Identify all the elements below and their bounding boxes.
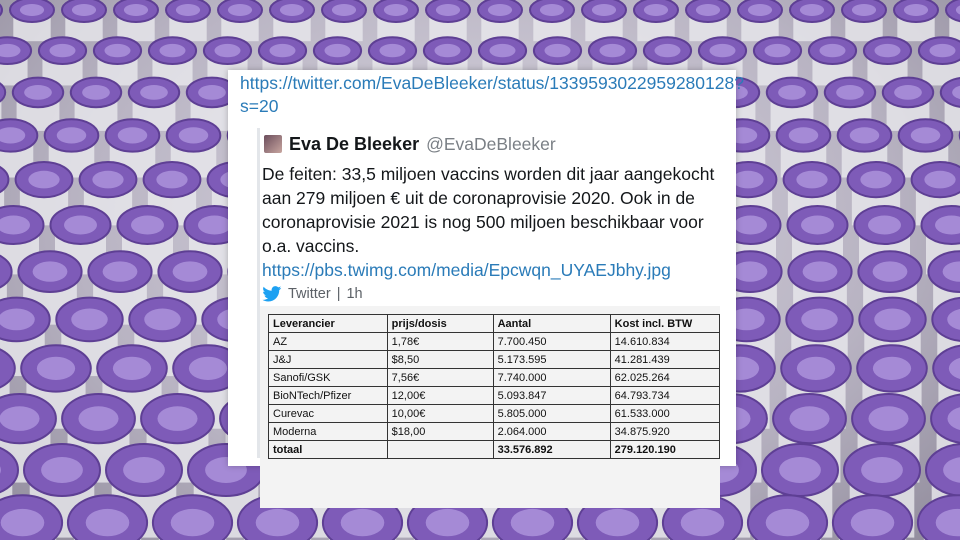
vial-cap-highlight: [28, 171, 59, 189]
table-cell: $8,50: [387, 351, 493, 369]
vial-cap-highlight: [801, 309, 838, 331]
column-header: Kost incl. BTW: [610, 315, 719, 333]
twitter-bird-icon: [262, 286, 282, 302]
vial-cap-highlight: [696, 4, 720, 16]
vial-cap-highlight: [332, 4, 356, 16]
vial-cap-highlight: [924, 171, 955, 189]
tweet-media-image[interactable]: [260, 306, 720, 508]
vial-cap-highlight: [435, 44, 461, 57]
vial-cap-highlight: [82, 85, 110, 100]
table-cell: 64.793.734: [610, 387, 719, 405]
table-cell: 33.576.892: [493, 441, 610, 459]
table-header-row: [269, 315, 720, 333]
table-row: [269, 351, 720, 369]
table-row: [269, 333, 720, 351]
vial-cap-highlight: [270, 44, 296, 57]
vial-cap-highlight: [113, 357, 151, 380]
table-cell: AZ: [269, 333, 388, 351]
table-cell: 61.533.000: [610, 405, 719, 423]
vial-cap-highlight: [157, 406, 197, 431]
table-cell: BioNTech/Pfizer: [269, 387, 388, 405]
vial-cap-highlight: [836, 85, 864, 100]
vial-cap-highlight: [256, 509, 300, 536]
vial-cap-highlight: [748, 4, 772, 16]
vial-cap-highlight: [873, 357, 911, 380]
vial-cap-highlight: [71, 309, 108, 331]
vial-cap-highlight: [131, 216, 164, 235]
vial-cap-highlight: [156, 171, 187, 189]
vial-cap-highlight: [797, 357, 835, 380]
vial-cap-highlight: [681, 509, 725, 536]
vial-cap-highlight: [179, 127, 208, 143]
vial-cap-highlight: [911, 127, 940, 143]
vial-cap-highlight: [41, 457, 83, 483]
vial-cap-highlight: [426, 509, 470, 536]
vial-cap-highlight: [860, 171, 891, 189]
table-row: [269, 405, 720, 423]
table-row: [269, 369, 720, 387]
vial-cap-highlight: [803, 261, 838, 281]
vial-cap-highlight: [57, 127, 86, 143]
vial-cap-highlight: [779, 457, 821, 483]
vial-cap-highlight: [874, 309, 911, 331]
vial-cap-highlight: [198, 216, 231, 235]
table-cell: 2.064.000: [493, 423, 610, 441]
table-cell: 10,00€: [387, 405, 493, 423]
vial-cap-highlight: [325, 44, 351, 57]
tweet-text: [262, 162, 727, 282]
vial-cap-highlight: [778, 85, 806, 100]
table-cell: 7.740.000: [493, 369, 610, 387]
vial-cap-highlight: [861, 457, 903, 483]
author-handle[interactable]: @EvaDeBleeker: [426, 133, 556, 154]
vial-cap-highlight: [280, 4, 304, 16]
vial-cap-highlight: [140, 85, 168, 100]
vial-cap-highlight: [50, 44, 76, 57]
table-cell: 1,78€: [387, 333, 493, 351]
vial-cap-highlight: [92, 171, 123, 189]
table-cell: Sanofi/GSK: [269, 369, 388, 387]
vial-cap-highlight: [852, 4, 876, 16]
vial-cap-highlight: [592, 4, 616, 16]
vial-cap-highlight: [820, 44, 846, 57]
vial-cap-highlight: [176, 4, 200, 16]
vial-cap-highlight: [873, 261, 908, 281]
table-cell: J&J: [269, 351, 388, 369]
vial-cap-highlight: [789, 127, 818, 143]
table-cell: 62.025.264: [610, 369, 719, 387]
vial-cap-highlight: [540, 4, 564, 16]
tweet-author[interactable]: [264, 132, 556, 156]
table-cell: Curevac: [269, 405, 388, 423]
vial-cap-highlight: [894, 85, 922, 100]
vial-cap-highlight: [171, 509, 215, 536]
vial-cap-highlight: [644, 4, 668, 16]
vial-cap-highlight: [124, 4, 148, 16]
vial-cap-highlight: [733, 261, 768, 281]
vial-cap-highlight: [86, 509, 130, 536]
vial-cap-highlight: [545, 44, 571, 57]
vial-cap-highlight: [105, 44, 131, 57]
vial-cap-highlight: [801, 216, 834, 235]
column-header: Leverancier: [269, 315, 388, 333]
vial-cap-highlight: [64, 216, 97, 235]
vial-cap-highlight: [37, 357, 75, 380]
table-row: [269, 423, 720, 441]
table-cell: 5.093.847: [493, 387, 610, 405]
vial-cap-highlight: [490, 44, 516, 57]
vial-cap-highlight: [851, 509, 895, 536]
table-cell: 5.173.595: [493, 351, 610, 369]
tweet-media-link[interactable]: https://pbs.twimg.com/media/Epcwqn_UYAEJbhy.jpg: [262, 260, 671, 280]
vial-cap-highlight: [380, 44, 406, 57]
table-cell: 14.610.834: [610, 333, 719, 351]
table-cell: 41.281.439: [610, 351, 719, 369]
vial-cap-highlight: [596, 509, 640, 536]
vial-cap-highlight: [123, 457, 165, 483]
vial-cap-highlight: [20, 4, 44, 16]
vial-cap-highlight: [734, 216, 767, 235]
vial-cap: [0, 0, 2, 22]
vial-cap-highlight: [488, 4, 512, 16]
vial-cap-highlight: [766, 509, 810, 536]
vial-cap-highlight: [198, 85, 226, 100]
vial-cap-highlight: [215, 44, 241, 57]
vial-cap-highlight: [228, 4, 252, 16]
vial-cap-highlight: [78, 406, 118, 431]
table-cell: 5.805.000: [493, 405, 610, 423]
embedded-tweet[interactable]: [257, 128, 730, 458]
vial-cap-highlight: [875, 44, 901, 57]
column-header: prijs/dosis: [387, 315, 493, 333]
avatar[interactable]: [264, 135, 282, 153]
vial-cap-highlight: [765, 44, 791, 57]
tweet-time[interactable]: 1h: [346, 286, 363, 302]
vial-cap-highlight: [796, 171, 827, 189]
vial-cap-highlight: [160, 44, 186, 57]
vial-cap-highlight: [789, 406, 829, 431]
table-cell: 279.120.190: [610, 441, 719, 459]
vial-cap-highlight: [868, 216, 901, 235]
vial-cap-highlight: [118, 127, 147, 143]
table-cell: [387, 441, 493, 459]
vial-cap-highlight: [800, 4, 824, 16]
vial-cap-highlight: [655, 44, 681, 57]
table-cell: 7,56€: [387, 369, 493, 387]
vial-cap-highlight: [384, 4, 408, 16]
vial-cap-highlight: [72, 4, 96, 16]
vial-cap-highlight: [173, 261, 208, 281]
vial-cap-highlight: [732, 171, 763, 189]
vial-cap-highlight: [144, 309, 181, 331]
vial-cap-highlight: [930, 44, 956, 57]
table-row: [269, 387, 720, 405]
tweet-body: De feiten: 33,5 miljoen vaccins worden dit jaar aangekocht aan 279 miljoen € uit de coronaprovisie 2020. Ook in de coronaprovisie 2021 is nog 500 miljoen beschikbaar voor o.a. vaccins.: [262, 164, 715, 256]
vial-cap-highlight: [189, 357, 227, 380]
vial-cap-highlight: [904, 4, 928, 16]
vial-cap-highlight: [436, 4, 460, 16]
tweet-source[interactable]: Twitter: [288, 286, 331, 302]
tweet-meta: [262, 286, 363, 302]
table-cell: $18,00: [387, 423, 493, 441]
column-header: Aantal: [493, 315, 610, 333]
table-cell: totaal: [269, 441, 388, 459]
vial-cap-highlight: [1, 509, 45, 536]
tweet-url-link[interactable]: https://twitter.com/EvaDeBleeker/status/1339593022959280128?s=20: [240, 73, 744, 116]
table-cell: Moderna: [269, 423, 388, 441]
vial-cap-highlight: [103, 261, 138, 281]
vial-cap-highlight: [868, 406, 908, 431]
table-cell: 34.875.920: [610, 423, 719, 441]
meta-separator: |: [336, 286, 341, 302]
vial-cap-highlight: [511, 509, 555, 536]
vial-cap-highlight: [33, 261, 68, 281]
vial-cap-highlight: [850, 127, 879, 143]
tweet-card: [228, 70, 744, 466]
vial-cap-highlight: [24, 85, 52, 100]
vial-cap-highlight: [600, 44, 626, 57]
vial-cap-highlight: [0, 406, 40, 431]
vaccine-cost-table: [268, 314, 720, 459]
table-total-row: [269, 441, 720, 459]
vial-cap-highlight: [341, 509, 385, 536]
vial-cap-highlight: [710, 44, 736, 57]
author-name[interactable]: Eva De Bleeker: [289, 133, 420, 154]
table-cell: 7.700.450: [493, 333, 610, 351]
table-cell: 12,00€: [387, 387, 493, 405]
